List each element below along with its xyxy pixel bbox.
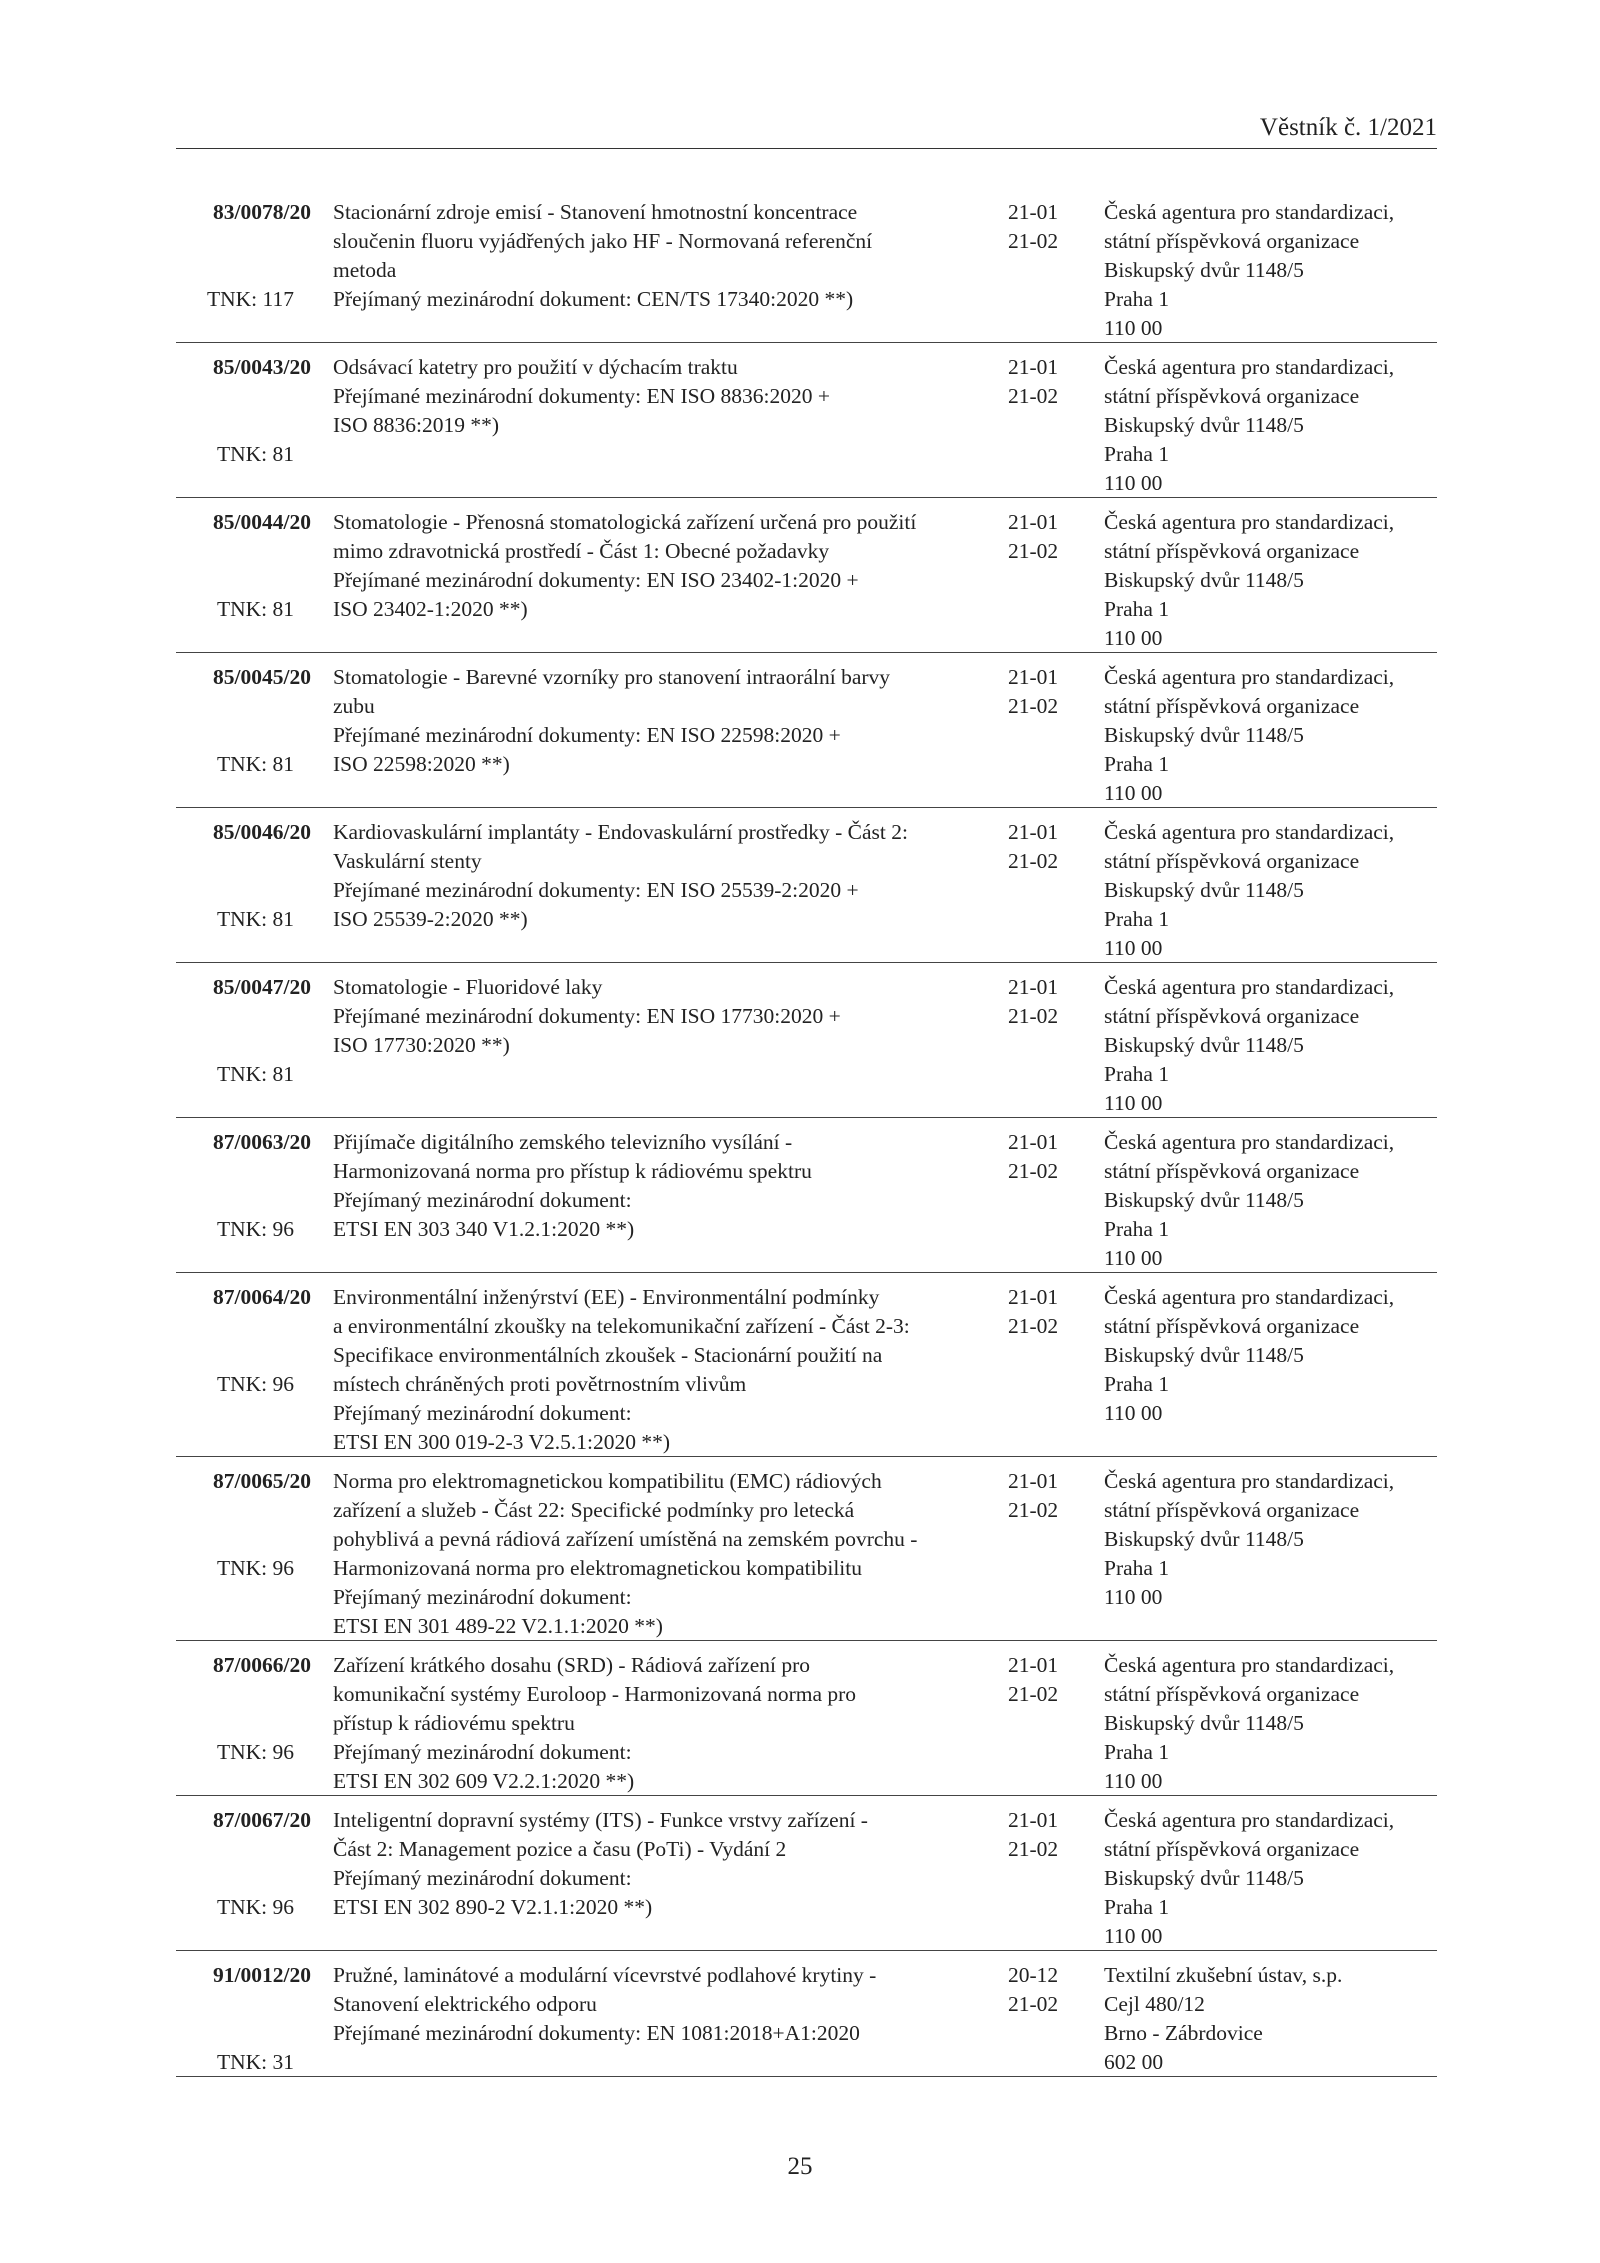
standard-number: 85/0046/20: [213, 820, 311, 844]
standard-number: 85/0044/20: [213, 510, 311, 534]
standard-title: Inteligentní dopravní systémy (ITS) - Funkce vrstvy zařízení - Část 2: Management pozice a času (PoTi) - Vydání 2 Přejímaný mezinárodní dokument: ETSI EN 302 890-2 V2.1.1:2020 **): [333, 1808, 868, 1919]
tnk-number: TNK: 81: [216, 1062, 294, 1086]
standard-title: Stomatologie - Barevné vzorníky pro stanovení intraorální barvy zubu Přejímané mezinárodní dokumenty: EN ISO 22598:2020 + ISO 22598:2020 **): [333, 665, 891, 776]
tnk-number: TNK: 81: [216, 907, 294, 931]
date-codes: 21-01 21-02: [1008, 510, 1059, 563]
date-codes: 20-12 21-02: [1008, 1963, 1059, 2016]
table-row: [176, 963, 1437, 1118]
standard-title: Odsávací katetry pro použití v dýchacím traktu Přejímané mezinárodní dokumenty: EN ISO 8836:2020 + ISO 8836:2019 **): [333, 355, 830, 437]
issuer-address: Česká agentura pro standardizaci, státní příspěvková organizace Biskupský dvůr 1148/5 Praha 1 110 00: [1104, 665, 1395, 805]
standard-number: 85/0047/20: [213, 975, 311, 999]
table-row: [176, 188, 1437, 343]
date-codes: 21-01 21-02: [1008, 1130, 1059, 1183]
date-codes: 21-01 21-02: [1008, 355, 1059, 408]
tnk-number: TNK: 96: [216, 1740, 294, 1764]
issuer-address: Textilní zkušební ústav, s.p. Cejl 480/12 Brno - Zábrdovice 602 00: [1104, 1963, 1343, 2074]
table-row: [176, 1118, 1437, 1273]
standard-number: 85/0045/20: [213, 665, 311, 689]
standards-table: [176, 188, 1437, 2077]
standard-title: Pružné, laminátové a modulární vícevrstvé podlahové krytiny - Stanovení elektrického odporu Přejímané mezinárodní dokumenty: EN 1081:2018+A1:2020: [333, 1963, 877, 2045]
table-row: [176, 498, 1437, 653]
tnk-number: TNK: 96: [216, 1217, 294, 1241]
standard-title: Norma pro elektromagnetickou kompatibilitu (EMC) rádiových zařízení a služeb - Část 22: Specifické podmínky pro letecká pohyblivá a pevná rádiová zařízení umístěná na zemském povrchu - Harmonizovaná norma pro elektromagnetickou kompatibilitu Přejímaný mezinárodní dokument: ETSI EN 301 489-22 V2.1.1:2020 **): [333, 1469, 918, 1638]
date-codes: 21-01 21-02: [1008, 1285, 1059, 1338]
tnk-number: TNK: 96: [216, 1372, 294, 1396]
table-row: [176, 1273, 1437, 1457]
issuer-address: Česká agentura pro standardizaci, státní příspěvková organizace Biskupský dvůr 1148/5 Praha 1 110 00: [1104, 1285, 1395, 1425]
date-codes: 21-01 21-02: [1008, 1469, 1059, 1522]
issuer-address: Česká agentura pro standardizaci, státní příspěvková organizace Biskupský dvůr 1148/5 Praha 1 110 00: [1104, 1808, 1395, 1948]
standard-title: Přijímače digitálního zemského televizního vysílání - Harmonizovaná norma pro přístup k rádiovému spektru Přejímaný mezinárodní dokument: ETSI EN 303 340 V1.2.1:2020 **): [333, 1130, 812, 1241]
standard-title: Zařízení krátkého dosahu (SRD) - Rádiová zařízení pro komunikační systémy Euroloop - Harmonizovaná norma pro přístup k rádiovému spektru Přejímaný mezinárodní dokument: ETSI EN 302 609 V2.2.1:2020 **): [333, 1653, 857, 1793]
issuer-address: Česká agentura pro standardizaci, státní příspěvková organizace Biskupský dvůr 1148/5 Praha 1 110 00: [1104, 1469, 1395, 1609]
standard-number: 91/0012/20: [213, 1963, 311, 1987]
date-codes: 21-01 21-02: [1008, 200, 1059, 253]
tnk-number: TNK: 96: [216, 1556, 294, 1580]
table-row: [176, 1641, 1437, 1796]
page-number: 25: [787, 2153, 813, 2180]
tnk-number: TNK: 117: [207, 287, 294, 311]
standard-number: 87/0064/20: [213, 1285, 311, 1309]
tnk-number: TNK: 96: [216, 1895, 294, 1919]
table-row: [176, 343, 1437, 498]
page-header: [176, 108, 1437, 149]
tnk-number: TNK: 31: [216, 2050, 294, 2074]
tnk-number: TNK: 81: [216, 597, 294, 621]
issuer-address: Česká agentura pro standardizaci, státní příspěvková organizace Biskupský dvůr 1148/5 Praha 1 110 00: [1104, 355, 1395, 495]
issuer-address: Česká agentura pro standardizaci, státní příspěvková organizace Biskupský dvůr 1148/5 Praha 1 110 00: [1104, 1653, 1395, 1793]
standard-number: 85/0043/20: [213, 355, 311, 379]
standard-title: Environmentální inženýrství (EE) - Environmentální podmínky a environmentální zkoušky na telekomunikační zařízení - Část 2-3: Specifikace environmentálních zkoušek - Stacionární použití na místech chráněných proti povětrnostním vlivům Přejímaný mezinárodní dokument: ETSI EN 300 019-2-3 V2.5.1:2020 **): [333, 1285, 910, 1454]
date-codes: 21-01 21-02: [1008, 1653, 1059, 1706]
tnk-number: TNK: 81: [216, 752, 294, 776]
issuer-address: Česká agentura pro standardizaci, státní příspěvková organizace Biskupský dvůr 1148/5 Praha 1 110 00: [1104, 510, 1395, 650]
standard-title: Stomatologie - Fluoridové laky Přejímané mezinárodní dokumenty: EN ISO 17730:2020 + ISO 17730:2020 **): [333, 975, 841, 1057]
standard-number: 87/0065/20: [213, 1469, 311, 1493]
standard-title: Kardiovaskulární implantáty - Endovaskulární prostředky - Část 2: Vaskulární stenty Přejímané mezinárodní dokumenty: EN ISO 25539-2:2020 + ISO 25539-2:2020 **): [333, 820, 908, 931]
standard-number: 87/0067/20: [213, 1808, 311, 1832]
table-row: [176, 1796, 1437, 1951]
standard-number: 83/0078/20: [213, 200, 311, 224]
table-row: [176, 1457, 1437, 1641]
issuer-address: Česká agentura pro standardizaci, státní příspěvková organizace Biskupský dvůr 1148/5 Praha 1 110 00: [1104, 1130, 1395, 1270]
standard-title: Stacionární zdroje emisí - Stanovení hmotnostní koncentrace sloučenin fluoru vyjádřených jako HF - Normovaná referenční metoda Přejímaný mezinárodní dokument: CEN/TS 17340:2020 **): [333, 200, 873, 311]
date-codes: 21-01 21-02: [1008, 820, 1059, 873]
standard-number: 87/0063/20: [213, 1130, 311, 1154]
standard-title: Stomatologie - Přenosná stomatologická zařízení určená pro použití mimo zdravotnická prostředí - Část 1: Obecné požadavky Přejímané mezinárodní dokumenty: EN ISO 23402-1:2020 + ISO 23402-1:2020 **): [333, 510, 917, 621]
date-codes: 21-01 21-02: [1008, 1808, 1059, 1861]
table-row: [176, 808, 1437, 963]
journal-title: Věstník č. 1/2021: [1259, 114, 1437, 141]
issuer-address: Česká agentura pro standardizaci, státní příspěvková organizace Biskupský dvůr 1148/5 Praha 1 110 00: [1104, 975, 1395, 1115]
table-row: [176, 653, 1437, 808]
date-codes: 21-01 21-02: [1008, 975, 1059, 1028]
issuer-address: Česká agentura pro standardizaci, státní příspěvková organizace Biskupský dvůr 1148/5 Praha 1 110 00: [1104, 200, 1395, 340]
table-row: [176, 1951, 1437, 2077]
issuer-address: Česká agentura pro standardizaci, státní příspěvková organizace Biskupský dvůr 1148/5 Praha 1 110 00: [1104, 820, 1395, 960]
tnk-number: TNK: 81: [216, 442, 294, 466]
date-codes: 21-01 21-02: [1008, 665, 1059, 718]
standard-number: 87/0066/20: [213, 1653, 311, 1677]
